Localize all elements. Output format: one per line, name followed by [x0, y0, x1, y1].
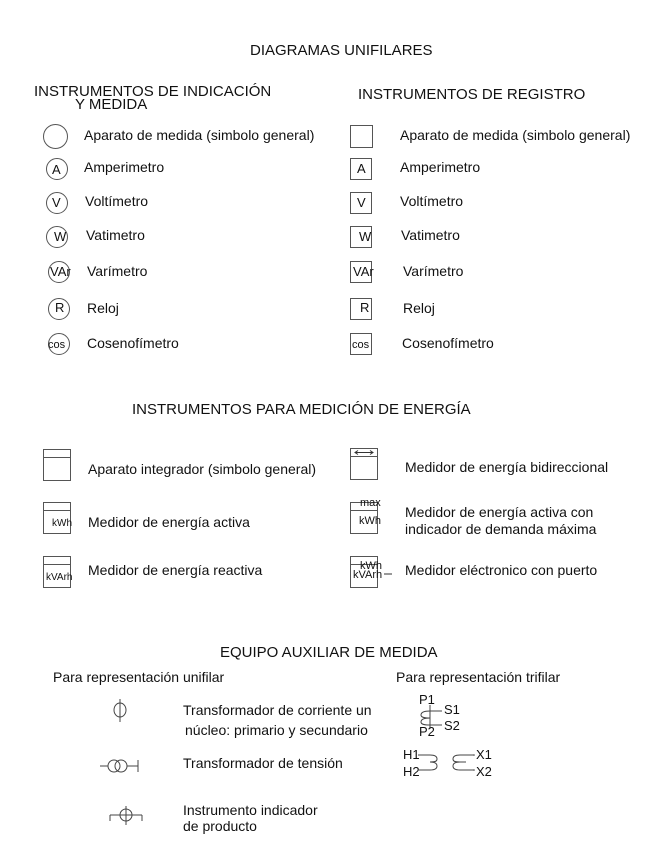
- indicacion-label: Aparato de medida (simbolo general): [84, 127, 315, 143]
- energia-label: Medidor eléctronico con puerto: [405, 562, 598, 578]
- registro-label: Reloj: [403, 300, 435, 316]
- bidirectional-arrow-icon: [351, 449, 377, 456]
- unifilar-label-line1: Transformador de tensión: [183, 755, 343, 771]
- page-title: DIAGRAMAS UNIFILARES: [250, 42, 433, 59]
- ct-winding-icon: [418, 703, 448, 733]
- kwh-symbol: kWh: [52, 518, 72, 529]
- registro-label: Aparato de medida (simbolo general): [400, 127, 631, 143]
- product-indicator-icon: [109, 805, 143, 827]
- registro-label: Voltímetro: [400, 193, 464, 209]
- indicacion-label: Amperimetro: [84, 159, 165, 175]
- vt-winding-icon: [410, 748, 490, 778]
- indicacion-heading-line2: Y MEDIDA: [75, 96, 148, 113]
- registro-heading: INSTRUMENTOS DE REGISTRO: [358, 86, 586, 103]
- auxiliar-heading: EQUIPO AUXILIAR DE MEDIDA: [220, 644, 438, 661]
- trifilar-heading: Para representación trifilar: [396, 669, 561, 685]
- energia-label: Medidor de energía bidireccional: [405, 459, 609, 475]
- kwh-symbol: kWh: [360, 560, 382, 572]
- voltmeter-symbol: V: [52, 195, 61, 210]
- indicacion-heading-line1: INSTRUMENTOS DE INDICACIÓN: [34, 83, 272, 100]
- voltage-transformer-icon: [100, 758, 144, 774]
- registro-label: Cosenofímetro: [402, 335, 494, 351]
- energia-label-line1: Medidor de energía activa con: [405, 504, 594, 520]
- current-transformer-icon: [111, 697, 131, 725]
- power-factor-symbol: cos: [352, 339, 370, 351]
- general-recorder-square-icon: [350, 125, 373, 148]
- max-symbol: max: [360, 497, 381, 509]
- energia-label-line2: indicador de demanda máxima: [405, 521, 597, 537]
- kvarh-symbol: kVArh: [46, 572, 73, 583]
- energia-heading: INSTRUMENTOS PARA MEDICIÓN DE ENERGÍA: [132, 401, 471, 418]
- voltmeter-symbol: V: [357, 195, 366, 210]
- indicacion-label: Voltímetro: [85, 193, 149, 209]
- power-factor-symbol: cos: [48, 339, 66, 351]
- p1-label: P1: [419, 692, 435, 707]
- registro-label: Amperimetro: [400, 159, 481, 175]
- energia-label: Medidor de energía activa: [88, 514, 250, 530]
- h1-label: H1: [403, 747, 420, 762]
- indicacion-label: Varímetro: [87, 263, 148, 279]
- indicacion-label: Vatimetro: [86, 227, 145, 243]
- indicacion-label: Reloj: [87, 300, 119, 316]
- varmeter-symbol: VAr: [50, 264, 71, 279]
- s2-label: S2: [444, 718, 460, 733]
- integrator-meter-icon: [43, 449, 71, 481]
- s1-label: S1: [444, 702, 460, 717]
- unifilar-label-line2: de producto: [183, 818, 257, 834]
- h2-label: H2: [403, 764, 420, 779]
- kvarh-symbol: kVArh: [353, 569, 383, 581]
- varmeter-symbol: VAr: [353, 264, 374, 279]
- wattmeter-symbol: W: [54, 229, 67, 244]
- p2-label: P2: [419, 724, 435, 739]
- clock-symbol: R: [55, 300, 65, 315]
- port-line-icon: [384, 573, 394, 577]
- kwh-symbol: kWh: [359, 515, 381, 527]
- unifilar-label-line2: núcleo: primario y secundario: [185, 722, 368, 738]
- x2-label: X2: [476, 764, 492, 779]
- x1-label: X1: [476, 747, 492, 762]
- clock-symbol: R: [360, 300, 370, 315]
- general-meter-circle-icon: [43, 124, 68, 149]
- unifilar-heading: Para representación unifilar: [53, 669, 225, 685]
- unifilar-label-line1: Transformador de corriente un: [183, 702, 372, 718]
- ammeter-symbol: A: [52, 162, 61, 177]
- energia-label: Aparato integrador (simbolo general): [88, 461, 317, 477]
- unifilar-label-line1: Instrumento indicador: [183, 802, 318, 818]
- registro-label: Varímetro: [403, 263, 464, 279]
- energia-label: Medidor de energía reactiva: [88, 562, 263, 578]
- wattmeter-symbol: W: [359, 229, 372, 244]
- registro-label: Vatimetro: [401, 227, 460, 243]
- bidirectional-meter-icon: [350, 448, 378, 480]
- indicacion-label: Cosenofímetro: [87, 335, 179, 351]
- ammeter-symbol: A: [357, 161, 366, 176]
